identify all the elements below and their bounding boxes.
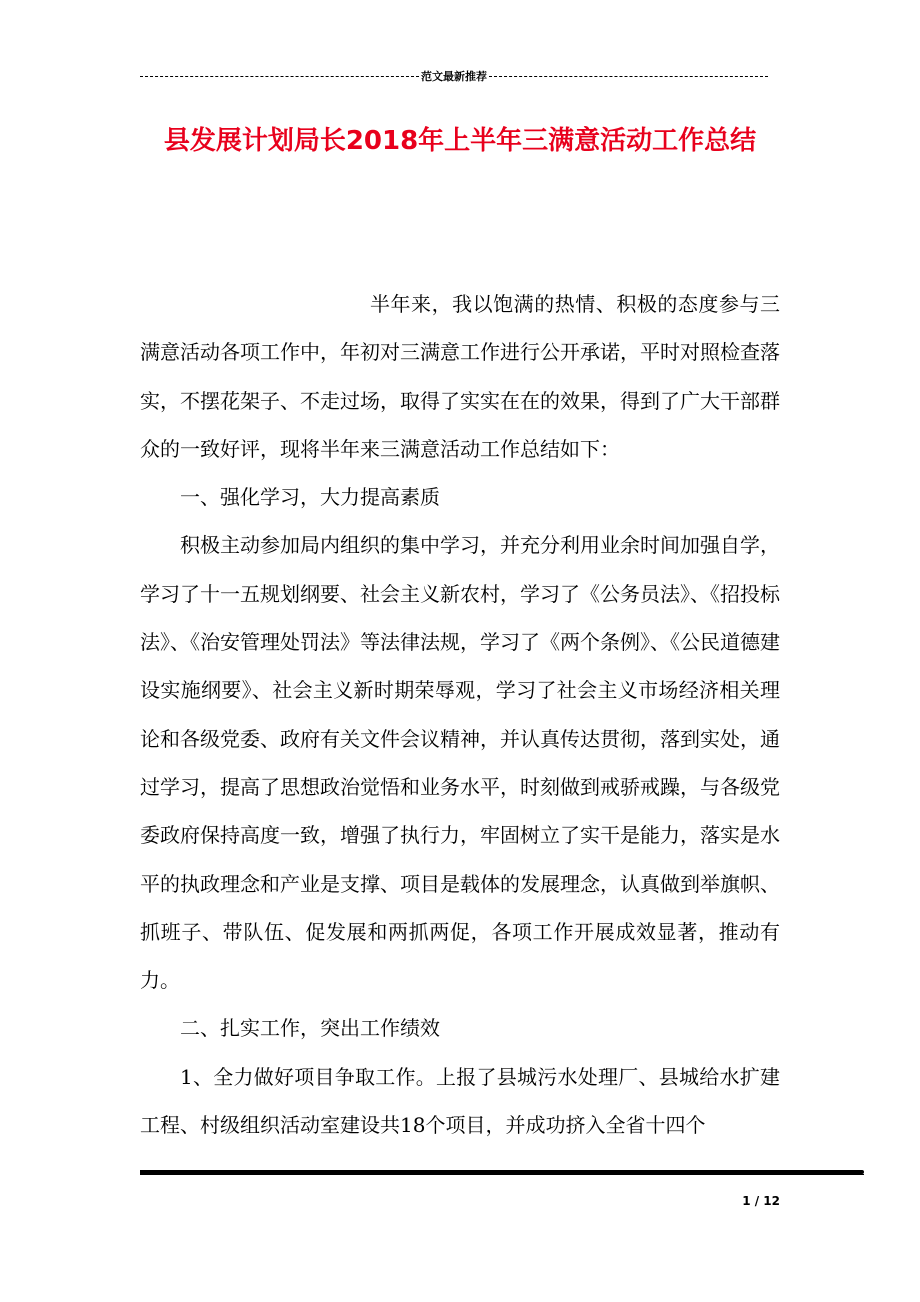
- section-heading-1: 一、强化学习，大力提高素质: [180, 485, 440, 510]
- header-dashes-left: [140, 76, 419, 77]
- paragraph-projects: 1、全力做好项目争取工作。上报了县城污水处理厂、县城给水扩建工程、村级组织活动室建设共18个项目，并成功挤入全省十四个: [140, 1064, 780, 1138]
- footer-rule: [140, 1170, 864, 1174]
- paragraph-intro: 半年来，我以饱满的热情、积极的态度参与三满意活动各项工作中，年初对三满意工作进行公开承诺，平时对照检查落实，不摆花架子、不走过场，取得了实实在在的效果，得到了广大干部群众的一致好评，现将半年来三满意活动工作总结如下：: [140, 292, 780, 461]
- paragraph-study: 积极主动参加局内组织的集中学习，并充分利用业余时间加强自学，学习了十一五规划纲要、社会主义新农村，学习了《公务员法》、《招投标法》、《治安管理处罚法》等法律法规，学习了《两个条例》、《公民道德建设实施纲要》、社会主义新时期荣辱观，学习了社会主义市场经济相关理论和各级党委、政府有关文件会议精神，并认真传达贯彻，落到实处，通过学习，提高了思想政治觉悟和业务水平，时刻做到戒骄戒躁，与各级党委政府保持高度一致，增强了执行力，牢固树立了实干是能力，落实是水平的执政理念和产业是支撑、项目是载体的发展理念，认真做到举旗帜、抓班子、带队伍、促发展和两抓两促，各项工作开展成效显著，推动有力。: [140, 533, 780, 993]
- page-header: [140, 68, 768, 84]
- page-number: 1 / 12: [742, 1194, 780, 1208]
- section-heading-2: 二、扎实工作，突出工作绩效: [180, 1016, 440, 1041]
- document-body: [140, 280, 780, 1149]
- header-label: 范文最新推荐: [421, 70, 487, 83]
- header-dashes-right: [489, 76, 768, 77]
- document-title: 县发展计划局长2018年上半年三满意活动工作总结: [163, 126, 757, 156]
